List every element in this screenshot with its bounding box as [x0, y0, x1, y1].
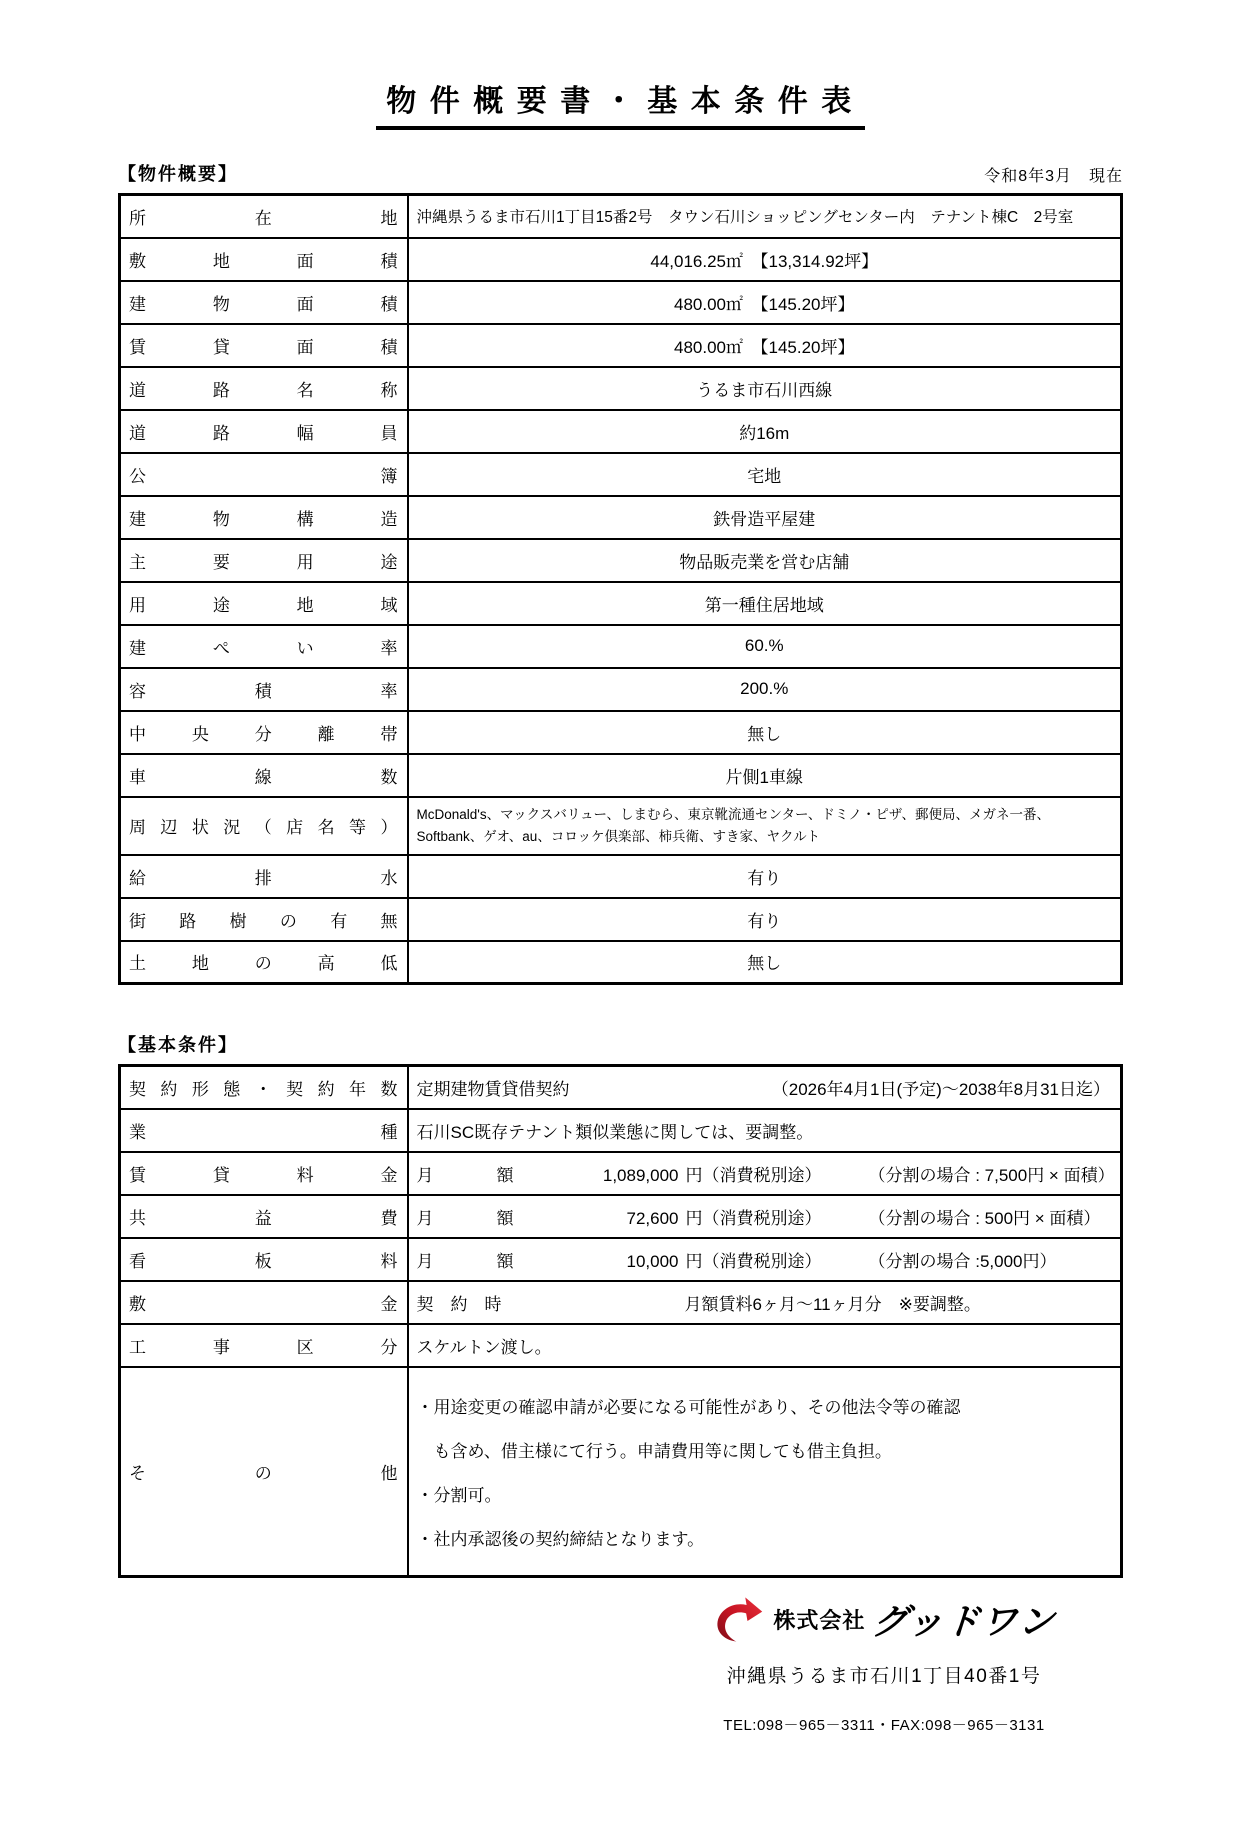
row-value: 物品販売業を営む店舗 [408, 539, 1122, 582]
row-value: スケルトン渡し。 [408, 1324, 1122, 1367]
table-row-coverage-ratio [120, 625, 1122, 668]
contract-type-text: 定期建物賃貸借契約 [416, 1079, 570, 1099]
company-name: グッドワン [870, 1601, 1057, 1642]
table-row-water-supply [120, 855, 1122, 898]
row-label: 土 地 の 高 低 [120, 941, 408, 984]
rent-split-note: （分割の場合 : 7,500円 × 面積） [868, 1165, 1115, 1185]
row-label: 賃 貸 面 積 [120, 324, 408, 367]
row-value [408, 1281, 1122, 1324]
row-value: 沖縄県うるま市石川1丁目15番2号 タウン石川ショッピングセンター内 テナント棟C 2号室 [408, 195, 1122, 238]
row-label: 契 約 形 態 ・ 契 約 年 数 [120, 1066, 408, 1109]
stores-line-1: McDonald's、マックスバリュー、しまむら、東京靴流通センター、ドミノ・ピザ、郵便局、メガネ一番、 [416, 806, 1050, 822]
row-label: 車 線 数 [120, 754, 408, 797]
other-note-line-1: ・用途変更の確認申請が必要になる可能性があり、その他法令等の確認 [416, 1397, 961, 1417]
other-note-line-3: ・分割可。 [416, 1485, 502, 1505]
row-label: 建 物 構 造 [120, 496, 408, 539]
row-value: 第一種住居地域 [408, 582, 1122, 625]
overview-section-title: 【物件概要】 [118, 164, 238, 184]
table-row-nearby-stores [120, 797, 1122, 855]
property-overview-table [118, 193, 1123, 985]
fee-amount-label: 額 [496, 1208, 514, 1228]
table-row-land-level [120, 941, 1122, 984]
row-value: 200.% [408, 668, 1122, 711]
row-value [408, 1238, 1122, 1281]
table-row-common-fee [120, 1195, 1122, 1238]
row-value: 480.00㎡ 【145.20坪】 [408, 324, 1122, 367]
rent-amount-label: 額 [496, 1165, 514, 1185]
contract-period-note: （2026年4月1日(予定)～2038年8月31日迄） [771, 1079, 1110, 1099]
row-label: 看 板 料 [120, 1238, 408, 1281]
row-label: 共 益 費 [120, 1195, 408, 1238]
row-value: うるま市石川西線 [408, 367, 1122, 410]
table-row-floor-area-ratio [120, 668, 1122, 711]
basic-conditions-table [118, 1064, 1123, 1578]
deposit-timing: 契 約 時 [416, 1294, 502, 1314]
table-row-location [120, 195, 1122, 238]
row-label: 用 途 地 域 [120, 582, 408, 625]
row-value [408, 1152, 1122, 1195]
table-row-road-name [120, 367, 1122, 410]
sign-suffix: 円（消費税別途） [685, 1251, 822, 1271]
conditions-section-title: 【基本条件】 [118, 1035, 238, 1055]
row-label: 給 排 水 [120, 855, 408, 898]
page-title: 物件概要書・基本条件表 [376, 76, 865, 130]
row-label: 道 路 幅 員 [120, 410, 408, 453]
table-row-contract-type [120, 1066, 1122, 1109]
deposit-note: 月額賃料6ヶ月～11ヶ月分 ※要調整。 [684, 1294, 981, 1314]
row-label: 所 在 地 [120, 195, 408, 238]
other-note-line-4: ・社内承認後の契約締結となります。 [416, 1529, 705, 1549]
row-label: 街 路 樹 の 有 無 [120, 898, 408, 941]
row-value: 無し [408, 711, 1122, 754]
company-phone-fax: TEL:098－965－3311・FAX:098－965－3131 [723, 1717, 1045, 1734]
sign-unit-label: 月 [416, 1251, 434, 1271]
table-row-site-area [120, 238, 1122, 281]
row-value: 宅地 [408, 453, 1122, 496]
sign-amount: 10,000 [626, 1251, 679, 1271]
fee-split-note: （分割の場合 : 500円 × 面積） [868, 1208, 1101, 1228]
row-value: 有り [408, 898, 1122, 941]
table-row-building-area [120, 281, 1122, 324]
row-label: 建 物 面 積 [120, 281, 408, 324]
table-row-rent [120, 1152, 1122, 1195]
table-row-lanes [120, 754, 1122, 797]
rent-unit-label: 月 [416, 1165, 434, 1185]
company-logo [712, 1592, 1055, 1647]
sign-split-note: （分割の場合 :5,000円） [868, 1251, 1057, 1271]
row-value [408, 797, 1122, 855]
row-value: 44,016.25㎡ 【13,314.92坪】 [408, 238, 1122, 281]
row-value: 片側1車線 [408, 754, 1122, 797]
table-row-street-trees [120, 898, 1122, 941]
row-label: 敷 金 [120, 1281, 408, 1324]
row-value: 約16m [408, 410, 1122, 453]
company-address: 沖縄県うるま市石川1丁目40番1号 [726, 1666, 1042, 1687]
fee-suffix: 円（消費税別途） [685, 1208, 822, 1228]
red-swoosh-arrow-icon [712, 1592, 766, 1647]
row-label: 公 簿 [120, 453, 408, 496]
rent-suffix: 円（消費税別途） [685, 1165, 822, 1185]
company-footer [704, 1592, 1064, 1735]
company-name-prefix: 株式会社 [773, 1608, 866, 1633]
table-row-deposit [120, 1281, 1122, 1324]
row-label: 敷 地 面 積 [120, 238, 408, 281]
table-row-construction [120, 1324, 1122, 1367]
overview-section-header [118, 160, 1123, 186]
sign-amount-label: 額 [496, 1251, 514, 1271]
table-row-road-width [120, 410, 1122, 453]
table-row-zoning [120, 582, 1122, 625]
row-label: 中 央 分 離 帯 [120, 711, 408, 754]
rent-amount: 1,089,000 [602, 1165, 679, 1185]
table-row-registry [120, 453, 1122, 496]
row-label: 周 辺 状 況 （ 店 名 等 ） [120, 797, 408, 855]
document-page [118, 76, 1123, 1735]
row-label: 業 種 [120, 1109, 408, 1152]
conditions-section-header [118, 1031, 1123, 1057]
row-value [408, 1066, 1122, 1109]
fee-unit-label: 月 [416, 1208, 434, 1228]
row-value: 有り [408, 855, 1122, 898]
row-label: そ の 他 [120, 1367, 408, 1577]
row-value: 60.% [408, 625, 1122, 668]
table-row-lease-area [120, 324, 1122, 367]
table-row-business-type [120, 1109, 1122, 1152]
table-row-other [120, 1367, 1122, 1577]
row-value: 石川SC既存テナント類似業態に関しては、要調整。 [408, 1109, 1122, 1152]
table-row-sign-fee [120, 1238, 1122, 1281]
stores-line-2: Softbank、ゲオ、au、コロッケ倶楽部、柿兵衛、すき家、ヤクルト [416, 828, 821, 844]
other-note-line-2: も含め、借主様にて行う。申請費用等に関しても借主負担。 [416, 1441, 892, 1461]
date-note: 令和8年3月 現在 [984, 168, 1123, 185]
row-value: 鉄骨造平屋建 [408, 496, 1122, 539]
table-row-structure [120, 496, 1122, 539]
table-row-median-strip [120, 711, 1122, 754]
table-row-main-use [120, 539, 1122, 582]
row-label: 容 積 率 [120, 668, 408, 711]
row-label: 工 事 区 分 [120, 1324, 408, 1367]
row-value: 480.00㎡ 【145.20坪】 [408, 281, 1122, 324]
row-value: 無し [408, 941, 1122, 984]
row-label: 賃 貸 料 金 [120, 1152, 408, 1195]
row-label: 建 ぺ い 率 [120, 625, 408, 668]
fee-amount: 72,600 [626, 1208, 679, 1228]
row-label: 道 路 名 称 [120, 367, 408, 410]
row-value [408, 1367, 1122, 1577]
row-value [408, 1195, 1122, 1238]
row-label: 主 要 用 途 [120, 539, 408, 582]
